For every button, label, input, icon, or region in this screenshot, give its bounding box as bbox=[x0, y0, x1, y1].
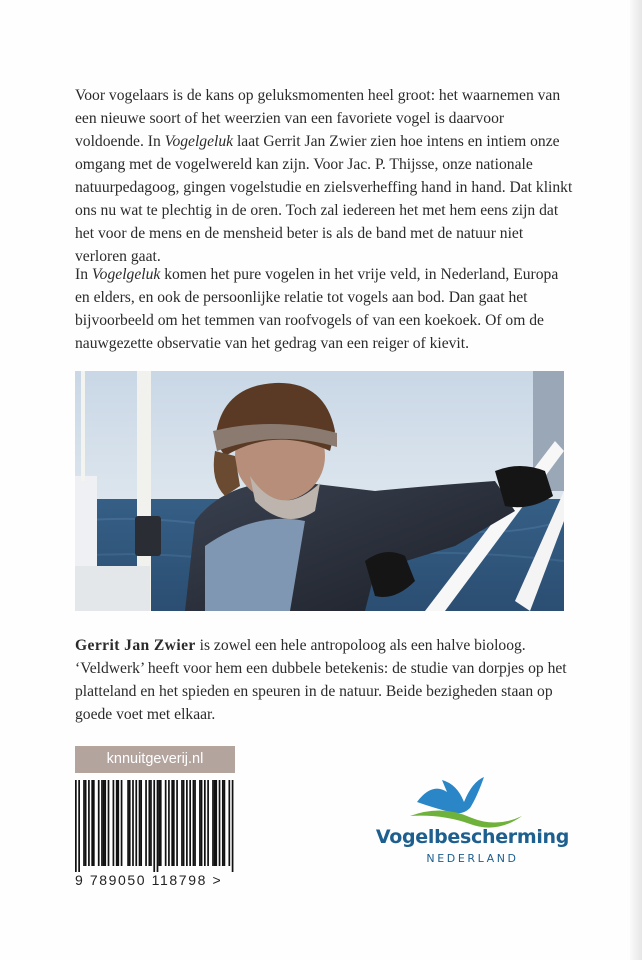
barcode-bar bbox=[160, 780, 162, 866]
barcode-bar bbox=[173, 780, 175, 866]
bird-icon bbox=[417, 777, 484, 813]
paragraph-1-text-b: laat Gerrit Jan Zwier zien hoe intens en intiem onze omgang met de vogelwereld kan zijn. Voor Jac. P. Thijsse, onze nationale natuurpedagoog, gingen vogelstudie en zielsverheffing hand in hand. Dat klinkt ons nu wat te plechtig in de oren. Toch zal iedereen het met hem eens zijn dat het voor de mens en de mensheid beter is als de band met de natuur niet verloren gaat. bbox=[75, 133, 573, 265]
author-photo bbox=[75, 371, 564, 611]
barcode-bar bbox=[183, 780, 185, 866]
barcode-bar bbox=[75, 780, 77, 872]
barcode-bar bbox=[101, 780, 103, 866]
barcode-bar bbox=[181, 780, 183, 866]
barcode-bar bbox=[215, 780, 217, 866]
barcode-bar bbox=[186, 780, 188, 866]
logo-subtitle: NEDERLAND bbox=[426, 852, 519, 865]
spine-edge bbox=[630, 0, 642, 960]
barcode-bar bbox=[85, 780, 87, 866]
book-title-italic: Vogelgeluk bbox=[91, 266, 161, 283]
publisher-website[interactable]: knnuitgeverij.nl bbox=[75, 746, 235, 773]
barcode-bar bbox=[212, 780, 214, 866]
barcode-bar bbox=[193, 780, 195, 866]
author-name: Gerrit Jan Zwier bbox=[75, 637, 196, 654]
barcode-bar bbox=[132, 780, 134, 866]
barcode-bar bbox=[113, 780, 115, 866]
barcode-bar bbox=[129, 780, 131, 866]
barcode-bar bbox=[91, 780, 93, 866]
barcode-bar bbox=[165, 780, 167, 866]
description-paragraph-1 bbox=[75, 84, 575, 268]
book-title-italic: Vogelgeluk bbox=[164, 133, 234, 150]
barcode-bar bbox=[222, 780, 224, 866]
barcode-bar bbox=[98, 780, 100, 866]
barcode-bar bbox=[140, 780, 142, 866]
author-bio-paragraph bbox=[75, 634, 575, 726]
barcode-bar bbox=[219, 780, 221, 866]
barcode-bar bbox=[171, 780, 173, 866]
barcode-bar bbox=[224, 780, 226, 866]
barcode-bar bbox=[158, 780, 160, 866]
barcode-bar bbox=[117, 780, 119, 866]
barcode-bar bbox=[93, 780, 95, 866]
barcode-bar bbox=[189, 780, 191, 866]
wave-icon bbox=[410, 810, 522, 827]
description-paragraph-2 bbox=[75, 263, 575, 355]
barcode-bar bbox=[78, 780, 80, 872]
barcode-bar bbox=[176, 780, 178, 866]
barcode-bar bbox=[204, 780, 206, 866]
barcode-bar bbox=[121, 780, 123, 866]
isbn-number: 9 789050 118798 > bbox=[75, 872, 223, 888]
barcode-bar bbox=[148, 780, 150, 866]
barcode-bar bbox=[228, 780, 230, 866]
paragraph-2-text-a: In bbox=[75, 266, 92, 283]
barcode-bar bbox=[135, 780, 137, 866]
barcode-bar bbox=[103, 780, 105, 866]
barcode-bar bbox=[88, 780, 90, 866]
author-bio-text: is zowel een hele antropoloog als een halve bioloog. ‘Veldwerk’ heeft voor hem een dubbele betekenis: de studie van dorpjes op het platteland en het spieden en speuren in de natuur. Beide bezigheden staan op goede voet met elkaar. bbox=[75, 637, 567, 723]
barcode-bar bbox=[104, 780, 106, 866]
barcode-bar bbox=[214, 780, 216, 866]
barcode-bar bbox=[157, 780, 159, 872]
barcode-bar bbox=[116, 780, 118, 866]
barcode-bar bbox=[83, 780, 85, 866]
barcode-bar bbox=[168, 780, 170, 866]
paragraph-1-text-a: Voor vogelaars is de kans op geluksmomenten heel groot: het waarnemen van een nieuwe soort of het weerzien van een favoriete vogel is daarvoor voldoende. In bbox=[75, 87, 561, 150]
barcode-bar bbox=[201, 780, 203, 866]
barcode-bar bbox=[150, 780, 152, 866]
barcode-bar bbox=[207, 780, 209, 866]
barcode-bar bbox=[127, 780, 129, 866]
logo-name: Vogelbescherming bbox=[375, 826, 570, 848]
barcode-bar bbox=[232, 780, 234, 872]
barcode-bar bbox=[153, 780, 155, 872]
paragraph-2-text-b: komen het pure vogelen in het vrije veld, in Nederland, Europa en elders, en ook de persoonlijke relatie tot vogels aan bod. Dan gaat het bijvoorbeeld om het temmen van roofvogels of van een koekoek. Of om de nauwgezette observatie van het gedrag van een reiger of kievit. bbox=[75, 266, 559, 352]
barcode-bar bbox=[145, 780, 147, 866]
barcode-bar bbox=[199, 780, 201, 866]
barcode-bar bbox=[194, 780, 196, 866]
barcode-bar bbox=[108, 780, 110, 866]
barcode-bar bbox=[139, 780, 141, 866]
